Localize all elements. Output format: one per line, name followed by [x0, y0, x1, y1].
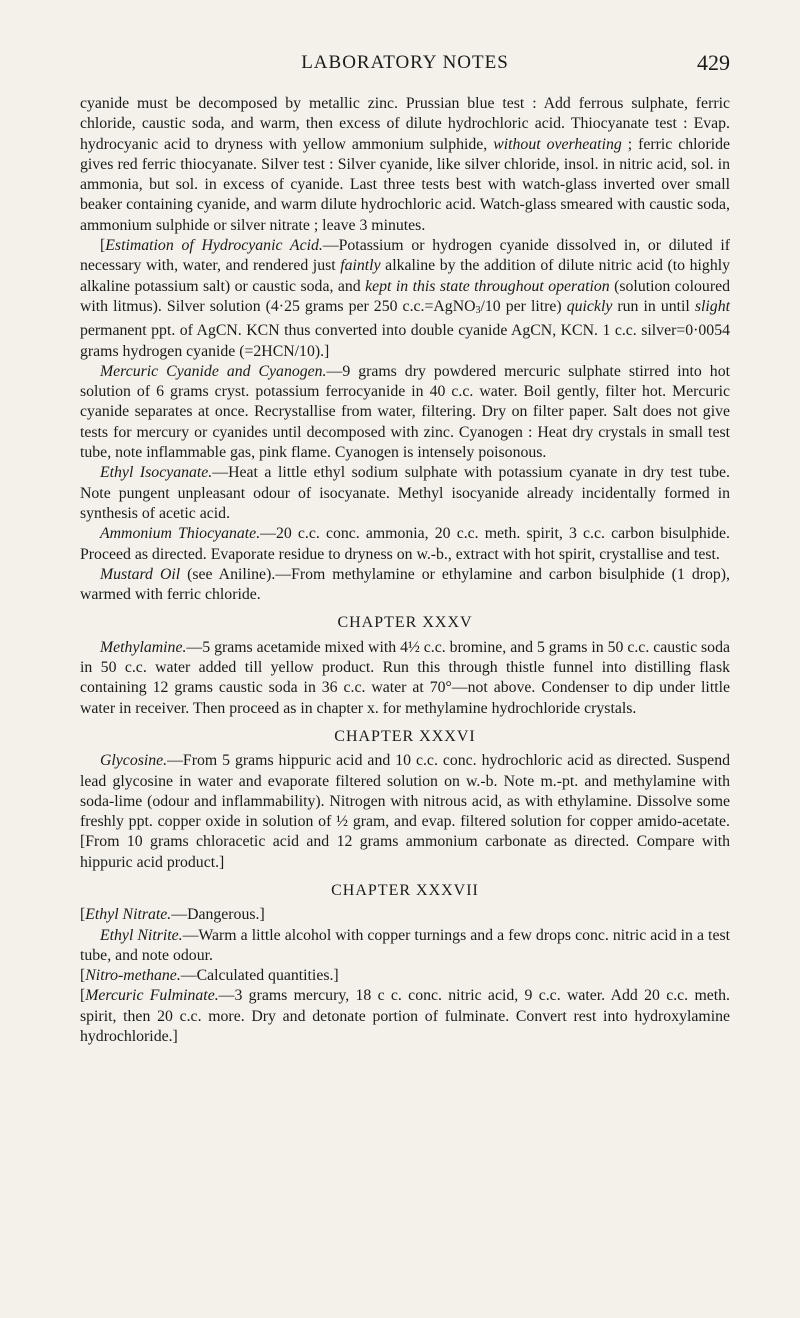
emphasis: without overheating [493, 135, 622, 153]
text-span: (see Aniline).—From methylamine or ethylamine and carbon bisulphide (1 drop), warmed with ferric chloride. [80, 565, 730, 604]
page-number: 429 [697, 50, 730, 75]
text-span: cyanide must be decomposed by metallic zinc. Prussian blue test : Add ferrous sulphate, ferric chloride, caustic soda, and warm, then excess of dilute hydrochloric acid. Thiocyanate test : Evap. hydrocyanic acid to dryness with yellow ammonium sulphide, [80, 95, 730, 153]
bracket: [ [100, 237, 106, 255]
paragraph-mercuric-fulminate [80, 986, 730, 1047]
subscript: 3 [475, 304, 481, 316]
text-span: —9 grams dry powdered mercuric sulphate stirred into hot solution of 6 grams cryst. potassium ferrocyanide in 40 c.c. water. Boil gently, filter hot. Mercuric cyanide separates at once. Recrystallise from water, filtering. Dry on filter paper. Salt does not give tests for mercury or cyanides until decomposed with zinc. Cyanogen : Heat dry crystals in small test tube, note inflammable gas, pink flame. Cyanogen is intensely poisonous. [80, 362, 730, 462]
text-span: —Dangerous.] [171, 906, 265, 924]
chapter-heading: CHAPTER XXXV [337, 614, 473, 632]
text-span: run in until [612, 297, 695, 315]
entry-title: Nitro-methane. [85, 967, 181, 985]
paragraph-ethyl-nitrite [80, 926, 730, 967]
paragraph-ethyl-nitrate [80, 905, 730, 925]
text-span: —Heat a little ethyl sodium sulphate with potassium cyanate in dry test tube. Note pungent unpleasant odour of isocyanate. Methyl isocyanide already incidentally formed in synthesis of acetic acid. [80, 464, 730, 522]
text-span: /10 per litre) [480, 297, 567, 315]
bracket: [ [80, 906, 86, 924]
paragraph-mustard-oil [80, 565, 730, 606]
paragraph-mercuric-cyanide [80, 362, 730, 463]
paragraph-nitro-methane [80, 966, 730, 986]
paragraph-cyanide-tests [80, 94, 730, 236]
entry-title: Ammonium Thiocyanate. [100, 525, 261, 543]
text-span: —5 grams acetamide mixed with 4½ c.c. bromine, and 5 grams in 50 c.c. caustic soda in 50 c.c. water added till yellow product. Run this through thistle funnel into distilling flask containing 12 grams caustic soda in 36 c.c. water at 70°—not above. Condenser to dip under little water in receiver. Then proceed as in chapter x. for methylamine hydrochloride crystals. [80, 638, 730, 717]
body-text [80, 94, 730, 1047]
text-span: ; ferric chloride gives red ferric thiocyanate. Silver test : Silver cyanide, like silver chloride, insol. in nitric acid, sol. in ammonia, but sol. in excess of cyanide. Last three tests best with watch-glass inverted over small beaker containing cyanide, and warm dilute hydrochloric acid. Watch-glass smeared with caustic soda, ammonium sulphide or silver nitrate ; leave 3 minutes. [80, 135, 731, 234]
bracket: [ [80, 967, 86, 985]
text-span: —Calculated quantities.] [180, 967, 339, 985]
entry-title: Ethyl Nitrate. [85, 906, 172, 924]
entry-title: Mercuric Fulminate. [85, 987, 219, 1005]
text-span: permanent ppt. of AgCN. KCN thus converted into double cyanide AgCN, KCN. 1 c.c. silver=0·0054 grams hydrogen cyanide (=2HCN/10).] [80, 322, 730, 360]
text-span: (solution coloured with litmus). Silver solution (4·25 grams per 250 c.c.=AgNO [80, 277, 730, 315]
text-span: —Potassium or hydrogen cyanide dissolved in, or diluted if necessary with, water, and rendered just [80, 237, 730, 275]
emphasis: faintly [340, 257, 381, 275]
entry-title: Mercuric Cyanide and Cyanogen. [100, 362, 327, 380]
emphasis: quickly [566, 297, 613, 315]
running-head [80, 50, 730, 86]
text-span: alkaline by the addition of dilute nitric acid (to highly alkaline potassium salt) or caustic soda, and [80, 257, 730, 295]
entry-title: Estimation of Hydrocyanic Acid. [105, 237, 323, 255]
paragraph-ethyl-isocyanate [80, 463, 730, 524]
paragraph-methylamine [80, 638, 730, 719]
text-span: —Warm a little alcohol with copper turnings and a few drops conc. nitric acid in a test tube, and note odour. [80, 926, 730, 964]
paragraph-ammonium-thiocyanate [80, 524, 730, 565]
emphasis: slight [694, 297, 730, 315]
text-span: —3 grams mercury, 18 c c. conc. nitric acid, 9 c.c. water. Add 20 c.c. meth. spirit, then 20 c.c. more. Dry and detonate portion of fulminate. Convert rest into hydroxylamine hydrochloride.] [80, 987, 730, 1046]
chapter-heading: CHAPTER XXXVII [331, 881, 479, 899]
paragraph-glycosine [80, 751, 730, 873]
paragraph-estimation-hydrocyanic [80, 236, 730, 362]
emphasis: kept in this state throughout operation [365, 277, 610, 295]
entry-title: Ethyl Isocyanate. [100, 464, 213, 482]
chapter-heading: CHAPTER XXXVI [334, 727, 476, 745]
running-title: LABORATORY NOTES [301, 52, 509, 73]
text-span: —From 5 grams hippuric acid and 10 c.c. conc. hydrochloric acid as directed. Suspend lead glycosine in water and evaporate filtered solution on w.-b. Note m.-pt. and methylamine with soda-lime (odour and inflammability). Nitrogen with nitrous acid, as with ethylamine. Dissolve some freshly ppt. copper oxide in solution of ½ gram, and evap. filtered solution for copper amido-acetate. [From 10 grams chloracetic acid and 12 grams ammonium carbonate as directed. Compare with hippuric acid product.] [80, 752, 730, 871]
text-span: —20 c.c. conc. ammonia, 20 c.c. meth. spirit, 3 c.c. carbon bisulphide. Proceed as directed. Evaporate residue to dryness on w.-b., extract with hot spirit, crystallise and test. [80, 525, 731, 563]
entry-title: Glycosine. [100, 752, 168, 770]
bracket: [ [80, 987, 86, 1005]
entry-title: Mustard Oil [100, 565, 181, 583]
entry-title: Methylamine. [100, 638, 187, 656]
entry-title: Ethyl Nitrite. [100, 926, 183, 944]
